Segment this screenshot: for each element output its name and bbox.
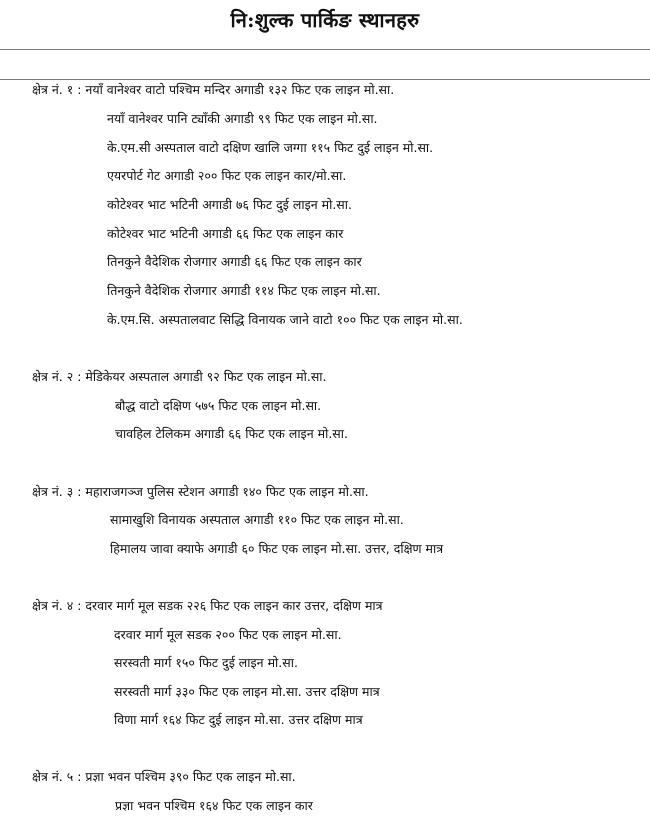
zone-5-item: प्रज्ञा भवन पश्चिम १६४ फिट एक लाइन कार (115, 798, 313, 813)
zone-1-item: तिनकुने वैदेशिक रोजगार अगाडी ११४ फिट एक लाइन मो.सा. (107, 283, 381, 298)
zone-1-item: एयरपोर्ट गेट अगाडी २०० फिट एक लाइन कार/मो.सा. (107, 168, 347, 183)
zone-3-item: सामाखुशि विनायक अस्पताल अगाडी ११० फिट एक लाइन मो.सा. (110, 512, 404, 527)
zone-1-item: कोटेश्वर भाट भटिनी अगाडी ७६ फिट दुई लाइन मो.सा. (107, 197, 352, 212)
zone-2-item: चावहिल टेलिकम अगाडी ६६ फिट एक लाइन मो.सा. (115, 426, 348, 441)
zone-1-item: कोटेश्वर भाट भटिनी अगाडी ६६ फिट एक लाइन कार (107, 226, 344, 241)
zone-4-header: क्षेत्र नं. ४ : दरवार मार्ग मूल सडक २२६ फिट एक लाइन कार उत्तर, दक्षिण मात्र (32, 598, 383, 613)
zone-4-item: विणा मार्ग १६४ फिट दुई लाइन मो.सा. उत्तर दक्षिण मात्र (114, 712, 363, 727)
zone-2-header: क्षेत्र नं. २ : मेडिकेयर अस्पताल अगाडी ९२ फिट एक लाइन मो.सा. (32, 369, 327, 384)
zone-4-item: सरस्वती मार्ग १५० फिट दुई लाइन मो.सा. (114, 655, 298, 670)
page-title: नि:शुल्क पार्किङ स्थानहरु (230, 8, 420, 32)
zone-2-item: बौद्ध वाटो दक्षिण ५७५ फिट एक लाइन मो.सा. (115, 398, 322, 413)
zone-3-item: हिमालय जावा क्याफे अगाडी ६० फिट एक लाइन मो.सा. उत्तर, दक्षिण मात्र (110, 541, 444, 556)
divider (0, 79, 650, 80)
zone-1-item: के.एम.सि. अस्पतालवाट सिद्धि विनायक जाने वाटो १०० फिट एक लाइन मो.सा. (107, 312, 463, 327)
divider (0, 49, 650, 50)
zone-1-item: के.एम.सी अस्पताल वाटो दक्षिण खालि जग्गा ११५ फिट दुई लाइन मो.सा. (107, 140, 434, 155)
zone-4-item: सरस्वती मार्ग ३३० फिट एक लाइन मो.सा. उत्तर दक्षिण मात्र (114, 684, 380, 699)
zone-4-item: दरवार मार्ग मूल सडक २०० फिट एक लाइन मो.सा. (114, 627, 342, 642)
zone-1-item: तिनकुने वैदेशिक रोजगार अगाडी ६६ फिट एक लाइन कार (107, 254, 362, 269)
zone-1-item: नयाँ वानेश्वर पानि ट्याँकी अगाडी ९९ फिट एक लाइन मो.सा. (107, 111, 378, 126)
zone-3-header: क्षेत्र नं. ३ : महाराजगञ्ज पुलिस स्टेशन अगाडी १४० फिट एक लाइन मो.सा. (32, 484, 369, 499)
zone-5-header: क्षेत्र नं. ५ : प्रज्ञा भवन पश्चिम ३९० फिट एक लाइन मो.सा. (32, 769, 296, 784)
zone-1-header: क्षेत्र नं. १ : नयाँ वानेश्वर वाटो पश्चिम मन्दिर अगाडी १३२ फिट एक लाइन मो.सा. (32, 82, 395, 97)
